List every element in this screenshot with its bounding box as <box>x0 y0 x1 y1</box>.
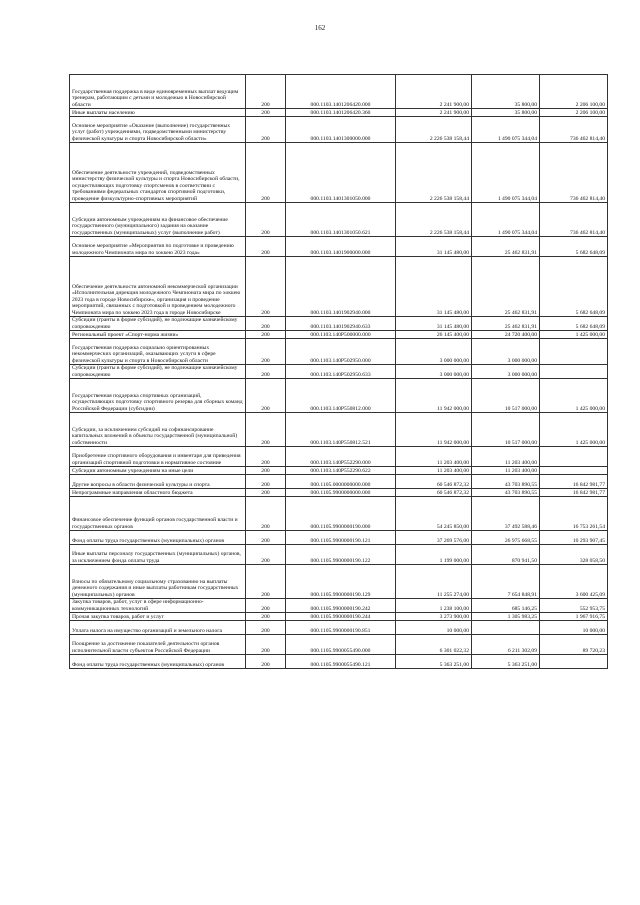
unexecuted-cell: 16 842 981,77 <box>540 475 608 489</box>
line-code-cell: 200 <box>246 475 286 489</box>
row-name-cell: Государственная поддержка спортивных организаций, осуществляющих подготовку спортивного резерва для сборных команд Российской Федерации (субсидии) <box>70 379 246 413</box>
executed-cell: 37 492 588,46 <box>472 497 540 531</box>
executed-cell: 685 146,25 <box>472 599 540 613</box>
budget-code-cell: 000.1105.9900000190.121 <box>286 531 396 545</box>
unexecuted-cell: 5 682 648,09 <box>540 317 608 331</box>
unexecuted-cell: 5 682 648,09 <box>540 257 608 317</box>
unexecuted-cell: 2 206 100,00 <box>540 109 608 117</box>
line-code-cell: 200 <box>246 339 286 365</box>
unexecuted-cell: 2 206 100,00 <box>540 75 608 109</box>
line-code-cell: 200 <box>246 257 286 317</box>
table-row <box>70 655 608 669</box>
approved-cell: 10 000,00 <box>396 621 472 635</box>
row-name-cell: Субсидии (гранты в форме субсидий), не подлежащие казначейскому сопровождению <box>70 365 246 379</box>
unexecuted-cell: 736 462 814,40 <box>540 203 608 237</box>
budget-code-cell: 000.1105.9900000000.000 <box>286 489 396 497</box>
executed-cell: 6 211 302,09 <box>472 635 540 655</box>
line-code-cell: 200 <box>246 331 286 339</box>
line-code-cell: 200 <box>246 143 286 203</box>
executed-cell: 1 490 075 344,04 <box>472 203 540 237</box>
approved-cell: 31 145 480,00 <box>396 317 472 331</box>
table-row <box>70 109 608 117</box>
line-code-cell: 200 <box>246 317 286 331</box>
approved-cell: 26 145 400,00 <box>396 331 472 339</box>
executed-cell: 43 703 890,55 <box>472 489 540 497</box>
executed-cell: 10 517 000,00 <box>472 379 540 413</box>
table-row <box>70 143 608 203</box>
budget-code-cell: 000.1103.1401902940.633 <box>286 317 396 331</box>
line-code-cell: 200 <box>246 613 286 621</box>
unexecuted-cell: 1 425 000,00 <box>540 331 608 339</box>
approved-cell: 11 203 400,00 <box>396 447 472 467</box>
table-row <box>70 621 608 635</box>
row-name-cell: Региональный проект «Спорт-норма жизни» <box>70 331 246 339</box>
executed-cell: 10 517 000,00 <box>472 413 540 447</box>
table-row <box>70 475 608 489</box>
executed-cell: 25 462 831,91 <box>472 317 540 331</box>
row-name-cell: Субсидии автономным учреждениям на финансовое обеспечение государственного (муниципального) задания на оказание государственных (муниципальных) услуг (выполнение работ) <box>70 203 246 237</box>
row-name-cell: Иные выплаты населению <box>70 109 246 117</box>
row-name-cell: Обеспечение деятельности учреждений, подведомственных министерству физической культуры и спорта Новосибирской области, осуществляющих подготовку спортсменов в соответствии с требованиями федеральных стандартов спортивной подготовки, проведение физкультурно-спортивных мероприятий <box>70 143 246 203</box>
unexecuted-cell: 328 058,50 <box>540 545 608 565</box>
unexecuted-cell: 736 462 814,40 <box>540 143 608 203</box>
approved-cell: 6 301 022,32 <box>396 635 472 655</box>
budget-code-cell: 000.1103.1401206420.360 <box>286 109 396 117</box>
budget-code-cell: 000.1105.9900055490.121 <box>286 655 396 669</box>
row-name-cell: Фонд оплаты труда государственных (муниципальных) органов <box>70 531 246 545</box>
line-code-cell: 200 <box>246 489 286 497</box>
executed-cell: 870 941,50 <box>472 545 540 565</box>
row-name-cell: Субсидии, за исключением субсидий на софинансирование капитальных вложений в объекты государственной (муниципальной) собственности <box>70 413 246 447</box>
line-code-cell: 200 <box>246 545 286 565</box>
budget-code-cell: 000.1103.1401301050.621 <box>286 203 396 237</box>
line-code-cell: 200 <box>246 655 286 669</box>
approved-cell: 60 546 872,32 <box>396 489 472 497</box>
row-name-cell: Государственная поддержка социально ориентированных некоммерческих организаций, оказывающих услуги в сфере физической культуры и спорта в Новосибирской области <box>70 339 246 365</box>
executed-cell: 1 490 075 344,04 <box>472 143 540 203</box>
line-code-cell: 200 <box>246 237 286 257</box>
budget-code-cell: 000.1103.1401900000.000 <box>286 237 396 257</box>
executed-cell: 11 203 400,00 <box>472 447 540 467</box>
row-name-cell: Основное мероприятие «Мероприятия по подготовке и проведению молодежного Чемпионата мира по хоккею 2023 года» <box>70 237 246 257</box>
executed-cell: 5 363 251,00 <box>472 655 540 669</box>
table-row <box>70 531 608 545</box>
unexecuted-cell: 736 462 814,40 <box>540 117 608 143</box>
line-code-cell: 200 <box>246 467 286 475</box>
approved-cell: 1 238 100,00 <box>396 599 472 613</box>
unexecuted-cell <box>540 339 608 365</box>
table-row <box>70 257 608 317</box>
unexecuted-cell: 1 425 000,00 <box>540 413 608 447</box>
row-name-cell: Приобретение спортивного оборудования и инвентаря для приведения организаций спортивной подготовки в нормативное состояние <box>70 447 246 467</box>
budget-code-cell: 000.1103.1401902940.000 <box>286 257 396 317</box>
table-row <box>70 565 608 599</box>
unexecuted-cell: 16 753 261,54 <box>540 497 608 531</box>
approved-cell: 11 942 000,00 <box>396 413 472 447</box>
line-code-cell: 200 <box>246 379 286 413</box>
budget-code-cell: 000.1103.140P500000.000 <box>286 331 396 339</box>
row-name-cell: Обеспечение деятельности автономной некоммерческой организации «Исполнительная дирекция молодежного Чемпионата мира по хоккею 2023 года в городе Новосибирске», организация и проведение мероприятий, связанных с подготовкой и проведением молодежного Чемпионата мира по хоккею 2023 года в городе Новосибирске <box>70 257 246 317</box>
approved-cell: 54 245 850,00 <box>396 497 472 531</box>
budget-code-cell: 000.1105.9900055490.000 <box>286 635 396 655</box>
approved-cell: 2 226 538 158,44 <box>396 143 472 203</box>
line-code-cell: 200 <box>246 565 286 599</box>
row-name-cell: Иные выплаты персоналу государственных (муниципальных) органов, за исключением фонда оплаты труда <box>70 545 246 565</box>
budget-code-cell: 000.1103.1401301050.000 <box>286 143 396 203</box>
unexecuted-cell: 5 682 648,09 <box>540 237 608 257</box>
approved-cell: 11 255 274,00 <box>396 565 472 599</box>
line-code-cell: 200 <box>246 117 286 143</box>
approved-cell: 2 226 538 158,44 <box>396 117 472 143</box>
line-code-cell: 200 <box>246 413 286 447</box>
budget-code-cell: 000.1103.140P502950.633 <box>286 365 396 379</box>
table-row <box>70 365 608 379</box>
unexecuted-cell <box>540 655 608 669</box>
executed-cell: 25 462 831,91 <box>472 237 540 257</box>
approved-cell: 2 241 900,00 <box>396 75 472 109</box>
line-code-cell: 200 <box>246 497 286 531</box>
approved-cell: 5 363 251,00 <box>396 655 472 669</box>
budget-code-cell: 000.1103.140P550812.000 <box>286 379 396 413</box>
table-row <box>70 203 608 237</box>
table-row <box>70 339 608 365</box>
unexecuted-cell: 10 000,00 <box>540 621 608 635</box>
executed-cell: 35 800,00 <box>472 109 540 117</box>
executed-cell: 3 000 000,00 <box>472 339 540 365</box>
row-name-cell: Финансовое обеспечение функций органов государственной власти и государственных органов <box>70 497 246 531</box>
budget-execution-table <box>69 74 608 669</box>
budget-code-cell: 000.1103.140P502950.000 <box>286 339 396 365</box>
budget-code-cell: 000.1103.140P552290.622 <box>286 467 396 475</box>
table-row <box>70 413 608 447</box>
approved-cell: 3 273 900,00 <box>396 613 472 621</box>
line-code-cell: 200 <box>246 531 286 545</box>
row-name-cell: Непрограммные направления областного бюджета <box>70 489 246 497</box>
budget-code-cell: 000.1105.9900000190.242 <box>286 599 396 613</box>
row-name-cell: Поощрение за достижение показателей деятельности органов исполнительной власти субъектов Российской Федерации <box>70 635 246 655</box>
approved-cell: 11 203 400,00 <box>396 467 472 475</box>
executed-cell: 35 800,00 <box>472 75 540 109</box>
executed-cell: 1 490 075 344,04 <box>472 117 540 143</box>
unexecuted-cell: 10 293 907,45 <box>540 531 608 545</box>
executed-cell: 25 462 831,91 <box>472 257 540 317</box>
budget-code-cell: 000.1105.9900000190.000 <box>286 497 396 531</box>
table-row <box>70 331 608 339</box>
unexecuted-cell: 89 720,23 <box>540 635 608 655</box>
approved-cell: 3 000 000,00 <box>396 339 472 365</box>
row-name-cell: Субсидии автономным учреждениям на иные цели <box>70 467 246 475</box>
table-row <box>70 599 608 613</box>
line-code-cell: 200 <box>246 621 286 635</box>
line-code-cell: 200 <box>246 203 286 237</box>
row-name-cell: Прочая закупка товаров, работ и услуг <box>70 613 246 621</box>
approved-cell: 31 145 480,00 <box>396 237 472 257</box>
budget-code-cell: 000.1103.1401300000.000 <box>286 117 396 143</box>
table-row <box>70 635 608 655</box>
executed-cell: 26 975 668,55 <box>472 531 540 545</box>
line-code-cell: 200 <box>246 365 286 379</box>
budget-code-cell: 000.1103.1401206420.000 <box>286 75 396 109</box>
row-name-cell: Фонд оплаты труда государственных (муниципальных) органов <box>70 655 246 669</box>
row-name-cell: Государственная поддержка в виде единовременных выплат ведущим тренерам, работающим с детьми и молодежью в Новосибирской области <box>70 75 246 109</box>
unexecuted-cell <box>540 467 608 475</box>
table-row <box>70 117 608 143</box>
approved-cell: 2 241 900,00 <box>396 109 472 117</box>
budget-code-cell: 000.1105.9900000190.129 <box>286 565 396 599</box>
budget-code-cell: 000.1103.140P552290.000 <box>286 447 396 467</box>
row-name-cell: Субсидии (гранты в форме субсидий), не подлежащие казначейскому сопровождению <box>70 317 246 331</box>
line-code-cell: 200 <box>246 599 286 613</box>
row-name-cell: Основное мероприятие «Оказание (выполнение) государственных услуг (работ) учреждениями, подведомственными министерству физической культуры и спорта Новосибирской области» <box>70 117 246 143</box>
approved-cell: 11 942 000,00 <box>396 379 472 413</box>
row-name-cell: Закупка товаров, работ, услуг в сфере информационно-коммуникационных технологий <box>70 599 246 613</box>
executed-cell <box>472 621 540 635</box>
table-row <box>70 379 608 413</box>
unexecuted-cell: 1 967 916,75 <box>540 613 608 621</box>
unexecuted-cell: 16 842 981,77 <box>540 489 608 497</box>
line-code-cell: 200 <box>246 635 286 655</box>
table-row <box>70 613 608 621</box>
table-row <box>70 545 608 565</box>
table-row <box>70 75 608 109</box>
executed-cell: 3 000 000,00 <box>472 365 540 379</box>
unexecuted-cell: 552 953,75 <box>540 599 608 613</box>
budget-code-cell: 000.1103.140P550812.521 <box>286 413 396 447</box>
approved-cell: 2 226 538 158,44 <box>396 203 472 237</box>
row-name-cell: Взносы по обязательному социальному страхованию на выплаты денежного содержания и иные выплаты работникам государственных (муниципальных) органов <box>70 565 246 599</box>
page-number: 162 <box>314 24 326 32</box>
approved-cell: 3 000 000,00 <box>396 365 472 379</box>
executed-cell: 1 305 983,25 <box>472 613 540 621</box>
table-body <box>70 75 608 669</box>
budget-code-cell: 000.1105.9900000190.851 <box>286 621 396 635</box>
row-name-cell: Уплата налога на имущество организаций и земельного налога <box>70 621 246 635</box>
unexecuted-cell: 3 600 425,09 <box>540 565 608 599</box>
approved-cell: 1 199 000,00 <box>396 545 472 565</box>
table-row <box>70 447 608 467</box>
executed-cell: 43 703 890,55 <box>472 475 540 489</box>
table-row <box>70 317 608 331</box>
executed-cell: 24 720 400,00 <box>472 331 540 339</box>
table-row <box>70 237 608 257</box>
line-code-cell: 200 <box>246 109 286 117</box>
budget-code-cell: 000.1105.9900000190.122 <box>286 545 396 565</box>
table-row <box>70 489 608 497</box>
approved-cell: 31 145 480,00 <box>396 257 472 317</box>
table-row <box>70 467 608 475</box>
line-code-cell: 200 <box>246 75 286 109</box>
unexecuted-cell <box>540 365 608 379</box>
approved-cell: 37 269 576,00 <box>396 531 472 545</box>
budget-code-cell: 000.1105.9900000190.244 <box>286 613 396 621</box>
executed-cell: 7 654 848,91 <box>472 565 540 599</box>
approved-cell: 60 546 872,32 <box>396 475 472 489</box>
table-row <box>70 497 608 531</box>
line-code-cell: 200 <box>246 447 286 467</box>
executed-cell: 11 203 400,00 <box>472 467 540 475</box>
unexecuted-cell: 1 425 000,00 <box>540 379 608 413</box>
unexecuted-cell <box>540 447 608 467</box>
row-name-cell: Другие вопросы в области физической культуры и спорта <box>70 475 246 489</box>
budget-code-cell: 000.1105.0000000000.000 <box>286 475 396 489</box>
